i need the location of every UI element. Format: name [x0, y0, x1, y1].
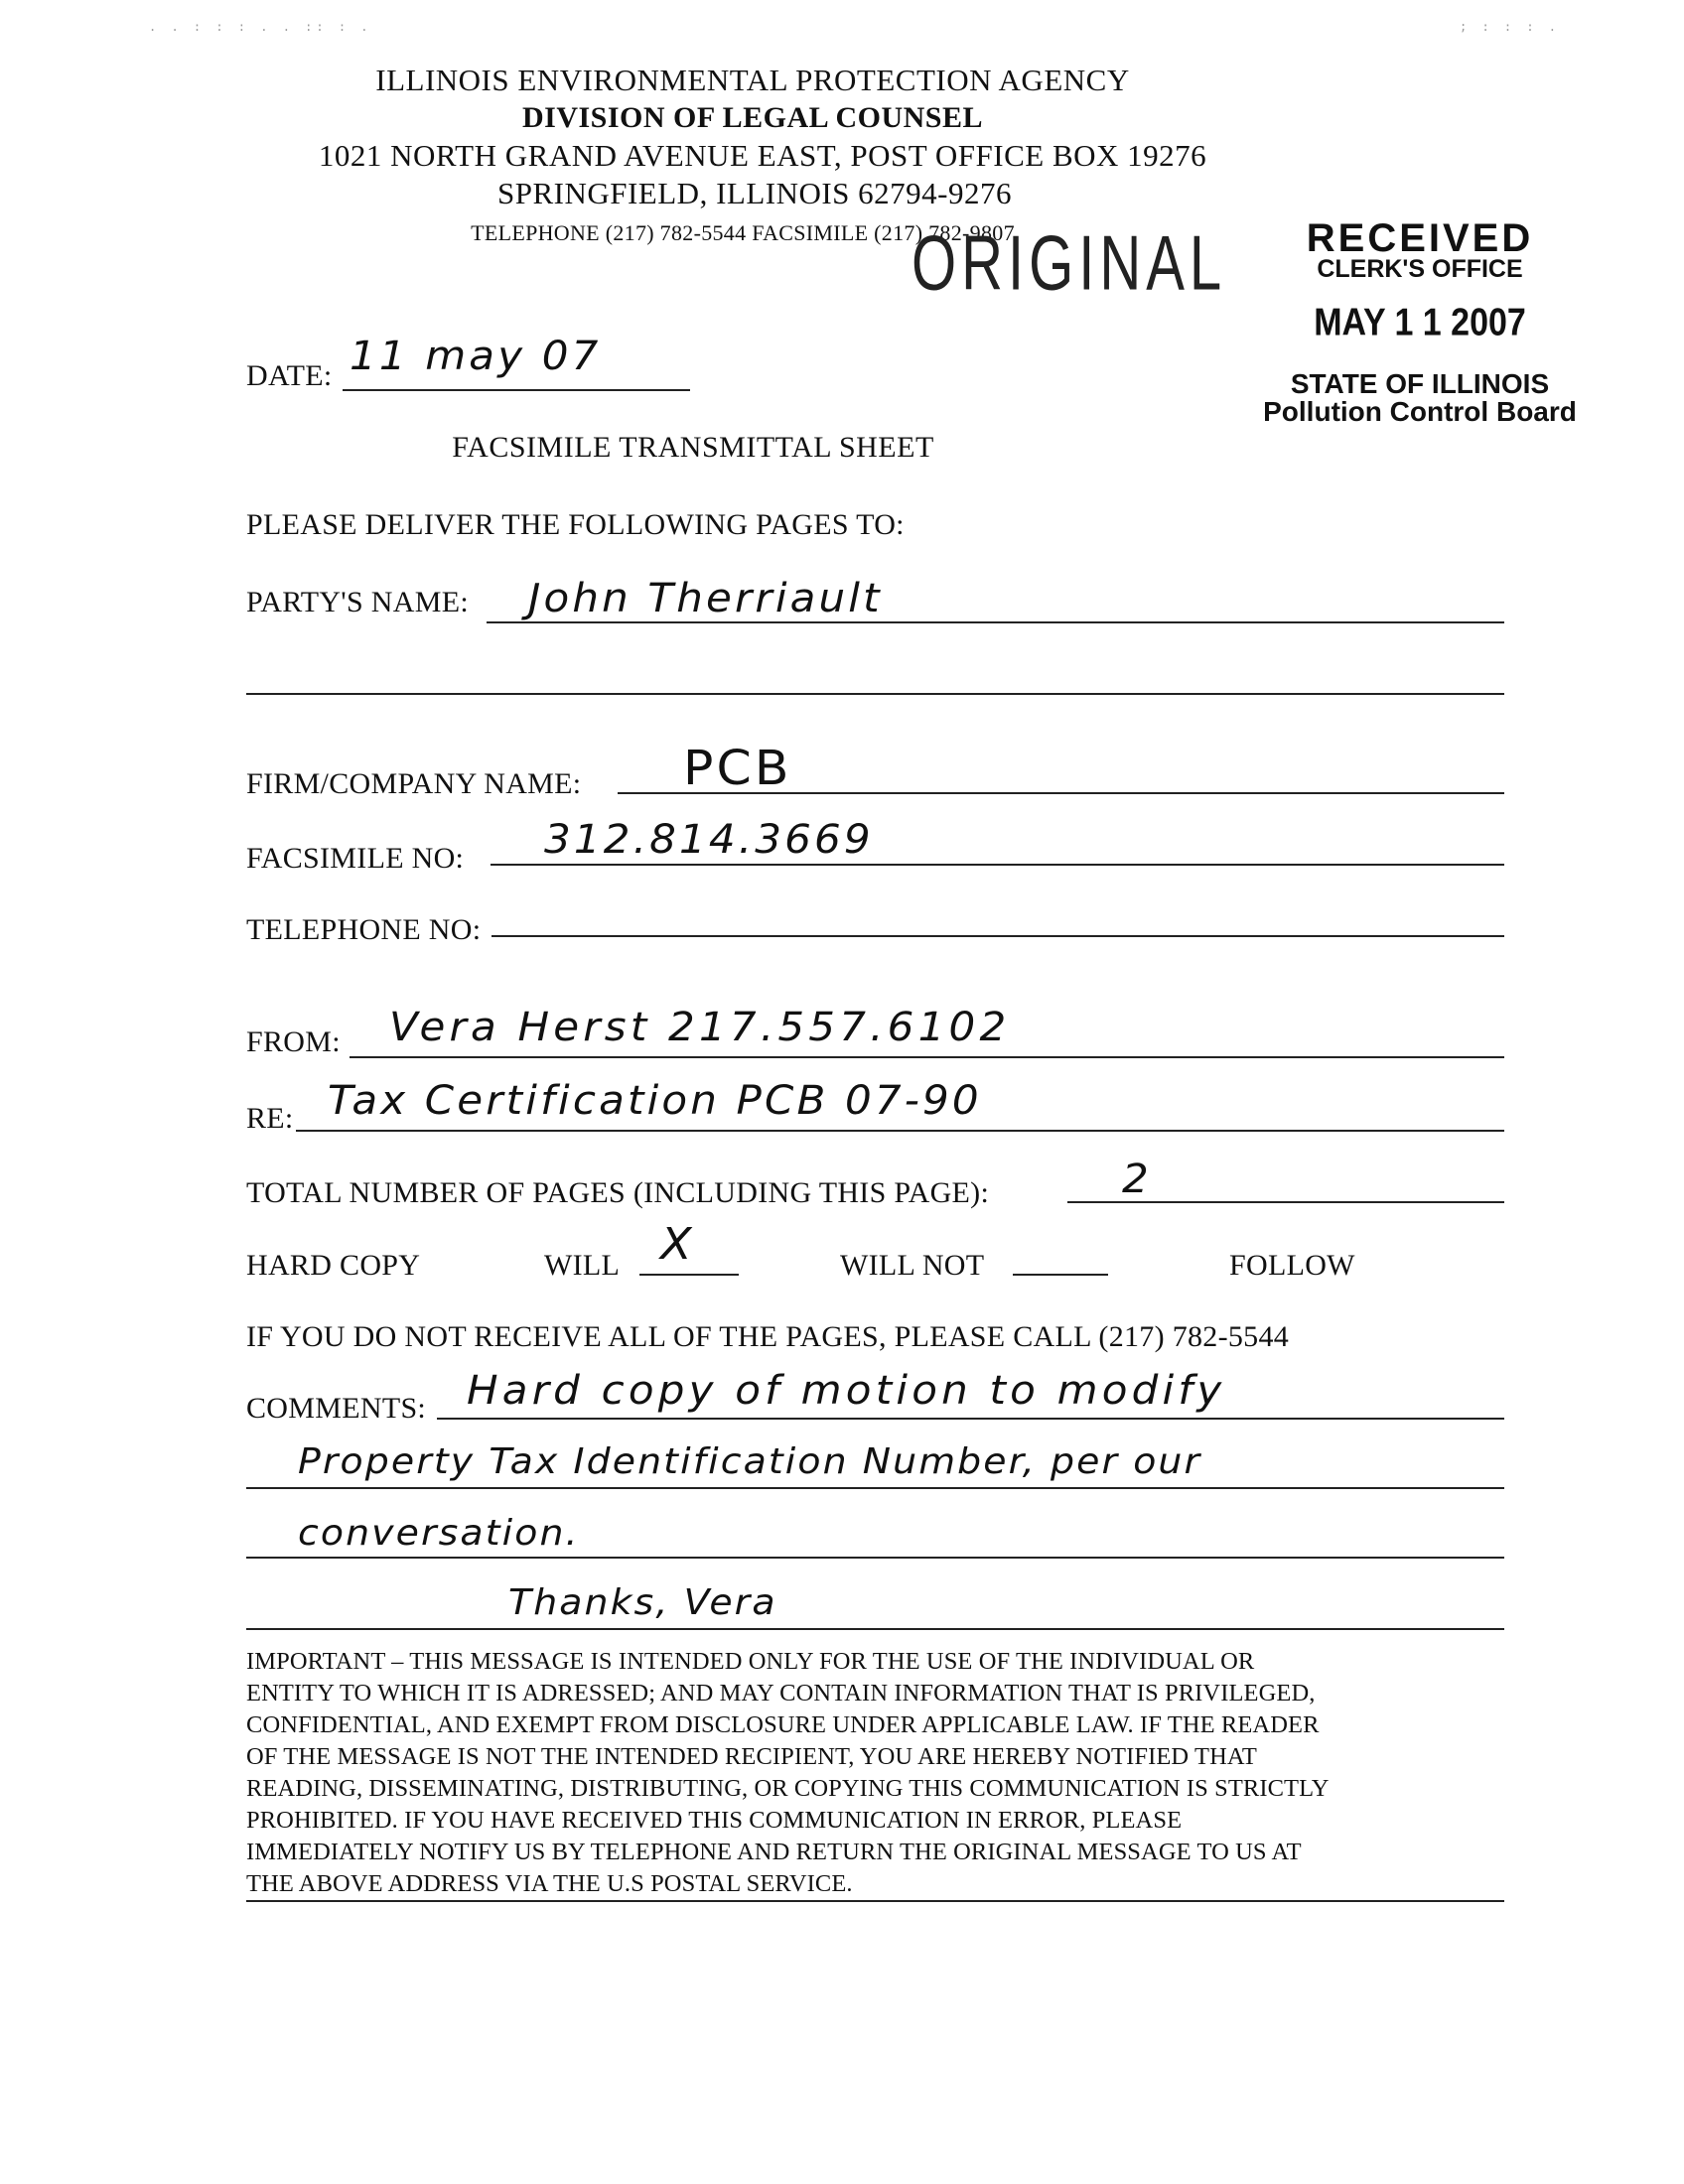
- date-underline: [343, 389, 690, 391]
- comments-label: COMMENTS:: [246, 1392, 427, 1425]
- notice-line: READING, DISSEMINATING, DISTRIBUTING, OR COPYING THIS COMMUNICATION IS STRICTLY: [246, 1775, 1330, 1802]
- comments-rule-3: [246, 1557, 1504, 1559]
- will-line: [639, 1274, 739, 1276]
- date-value: 11 may 07: [350, 334, 602, 379]
- total-pages-label: TOTAL NUMBER OF PAGES (INCLUDING THIS PAGE):: [246, 1176, 990, 1209]
- firm-value: PCB: [683, 741, 792, 796]
- notice-line: PROHIBITED. IF YOU HAVE RECEIVED THIS COMMUNICATION IN ERROR, PLEASE: [246, 1807, 1183, 1834]
- re-line: [296, 1130, 1504, 1132]
- party-name-label: PARTY'S NAME:: [246, 586, 469, 618]
- notice-line: OF THE MESSAGE IS NOT THE INTENDED RECIPIENT, YOU ARE HEREBY NOTIFIED THAT: [246, 1743, 1258, 1770]
- comments-rule-4: [246, 1628, 1504, 1630]
- deliver-prompt: PLEASE DELIVER THE FOLLOWING PAGES TO:: [246, 508, 905, 541]
- will-not-line: [1013, 1274, 1108, 1276]
- notice-line: CONFIDENTIAL, AND EXEMPT FROM DISCLOSURE UNDER APPLICABLE LAW. IF THE READER: [246, 1711, 1320, 1738]
- party-name-line: [487, 621, 1504, 623]
- hard-copy-label: HARD COPY: [246, 1249, 421, 1282]
- original-stamp: ORIGINAL: [912, 219, 1227, 308]
- agency-address: 1021 NORTH GRAND AVENUE EAST, POST OFFICE BOX 19276: [318, 138, 1207, 173]
- from-line: [350, 1056, 1504, 1058]
- will-mark: X: [660, 1219, 695, 1270]
- stamp-date: MAY 1 1 2007: [1314, 301, 1526, 344]
- from-label: FROM:: [246, 1025, 341, 1058]
- comments-line-3: conversation.: [298, 1513, 580, 1554]
- total-pages-value: 2: [1122, 1157, 1152, 1202]
- division-name: DIVISION OF LEGAL COUNSEL: [522, 101, 983, 134]
- comments-line-1: Hard copy of motion to modify: [467, 1368, 1226, 1414]
- firm-line: [618, 792, 1504, 794]
- stamp-clerk-office: CLERK'S OFFICE: [1317, 255, 1523, 283]
- agency-contact: TELEPHONE (217) 782-5544 FACSIMILE (217) 782-9807: [471, 220, 1015, 245]
- notice-line: IMPORTANT – THIS MESSAGE IS INTENDED ONLY FOR THE USE OF THE INDIVIDUAL OR: [246, 1648, 1255, 1675]
- notice-line: IMMEDIATELY NOTIFY US BY TELEPHONE AND RETURN THE ORIGINAL MESSAGE TO US AT: [246, 1839, 1302, 1865]
- notice-line: THE ABOVE ADDRESS VIA THE U.S POSTAL SERVICE.: [246, 1870, 853, 1897]
- fax-value: 312.814.3669: [544, 817, 874, 863]
- scan-header-marks-left: . . : : : . . :: : .: [149, 20, 372, 34]
- notice-bottom-rule: [246, 1900, 1504, 1902]
- date-label: DATE:: [246, 359, 333, 392]
- comments-rule-1: [437, 1418, 1504, 1420]
- received-stamp: [1261, 216, 1579, 428]
- will-label: WILL: [544, 1249, 621, 1282]
- notice-line: ENTITY TO WHICH IT IS ADRESSED; AND MAY CONTAIN INFORMATION THAT IS PRIVILEGED,: [246, 1680, 1316, 1706]
- total-pages-line: [1067, 1201, 1504, 1203]
- phone-line: [491, 935, 1504, 937]
- firm-label: FIRM/COMPANY NAME:: [246, 767, 582, 800]
- stamp-board: Pollution Control Board: [1263, 396, 1577, 427]
- from-value: Vera Herst 217.557.6102: [389, 1005, 1011, 1050]
- will-not-label: WILL NOT: [840, 1249, 985, 1282]
- re-label: RE:: [246, 1102, 294, 1135]
- scan-header-marks-right: ; : : : .: [1460, 20, 1561, 34]
- phone-label: TELEPHONE NO:: [246, 913, 482, 946]
- agency-city: SPRINGFIELD, ILLINOIS 62794-9276: [496, 176, 1012, 210]
- party-name-line-2: [246, 693, 1504, 695]
- comments-line-4: Thanks, Vera: [508, 1582, 777, 1623]
- party-name-value: John Therriault: [528, 576, 883, 621]
- fax-label: FACSIMILE NO:: [246, 842, 465, 875]
- re-value: Tax Certification PCB 07-90: [328, 1078, 982, 1124]
- follow-label: FOLLOW: [1229, 1249, 1355, 1282]
- confidentiality-notice: [246, 1646, 1497, 1900]
- stamp-received-text: RECEIVED: [1306, 216, 1534, 260]
- agency-name: ILLINOIS ENVIRONMENTAL PROTECTION AGENCY: [375, 63, 1130, 97]
- stamp-state: STATE OF ILLINOIS: [1290, 368, 1550, 399]
- comments-line-2: Property Tax Identification Number, per our: [298, 1441, 1202, 1482]
- fax-line: [491, 864, 1504, 866]
- sheet-title: FACSIMILE TRANSMITTAL SHEET: [452, 431, 934, 464]
- comments-rule-2: [246, 1487, 1504, 1489]
- missing-pages-note: IF YOU DO NOT RECEIVE ALL OF THE PAGES, PLEASE CALL (217) 782-5544: [246, 1320, 1290, 1353]
